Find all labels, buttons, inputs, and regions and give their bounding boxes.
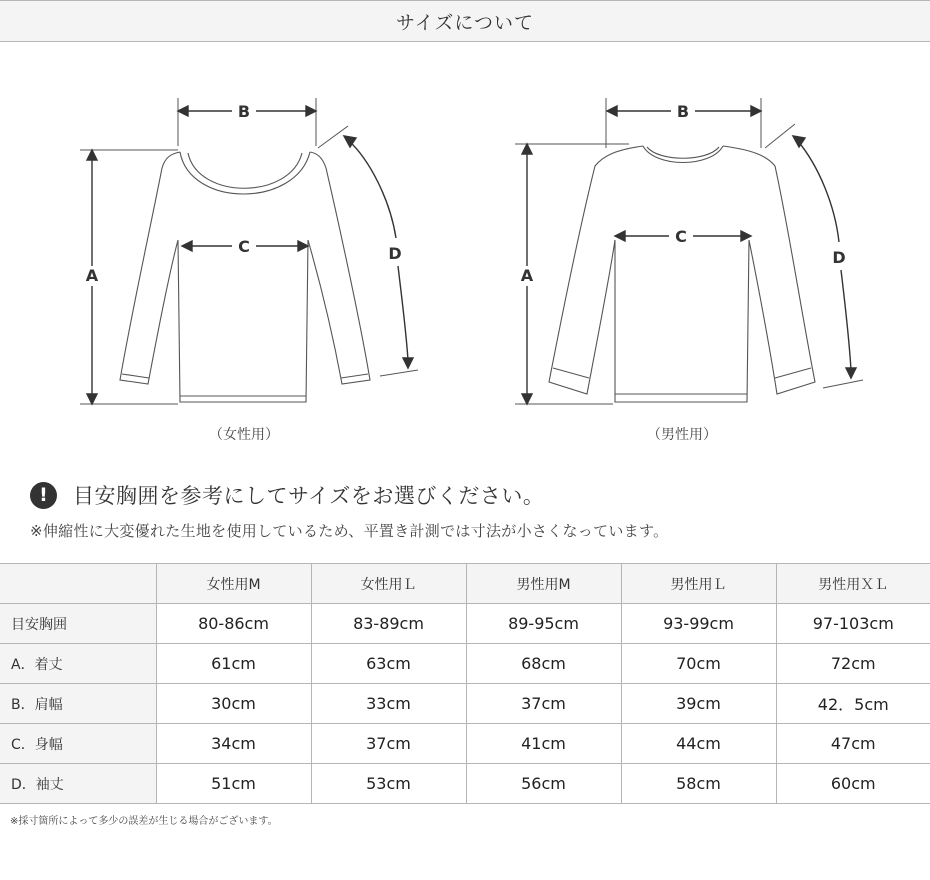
womens-label-b: B xyxy=(237,102,251,121)
table-cell: 44cm xyxy=(621,724,776,764)
table-row xyxy=(0,644,930,684)
table-cell: 60cm xyxy=(776,764,930,804)
row-label: D．袖丈 xyxy=(0,764,156,804)
row-label: A．着丈 xyxy=(0,644,156,684)
column-header: 男性用Ｌ xyxy=(621,564,776,604)
mens-label-d: D xyxy=(832,248,846,267)
column-header: 男性用M xyxy=(466,564,621,604)
mens-shirt-illustration xyxy=(505,90,875,420)
mens-label-b: B xyxy=(676,102,690,121)
table-cell: 83-89cm xyxy=(311,604,466,644)
table-cell: 61cm xyxy=(156,644,311,684)
table-row xyxy=(0,684,930,724)
table-row xyxy=(0,724,930,764)
womens-label-c: C xyxy=(238,237,250,256)
row-label: 目安胸囲 xyxy=(0,604,156,644)
mens-caption: （男性用） xyxy=(647,427,717,443)
womens-shirt-illustration xyxy=(70,90,430,420)
table-cell: 63cm xyxy=(311,644,466,684)
table-cell: 72cm xyxy=(776,644,930,684)
column-header: 女性用M xyxy=(156,564,311,604)
mens-shirt-diagram xyxy=(505,90,875,420)
page-title: サイズについて xyxy=(395,11,535,34)
table-header-row xyxy=(0,564,930,604)
sizing-notice xyxy=(30,480,544,510)
table-row xyxy=(0,764,930,804)
table-cell: 70cm xyxy=(621,644,776,684)
womens-shirt-diagram xyxy=(70,90,430,420)
table-cell: 97-103cm xyxy=(776,604,930,644)
table-cell: 42．5cm xyxy=(776,684,930,724)
row-label: C．身幅 xyxy=(0,724,156,764)
notice-heading: 目安胸囲を参考にしてサイズをお選びください。 xyxy=(73,484,545,508)
table-cell: 37cm xyxy=(466,684,621,724)
size-table xyxy=(0,563,930,804)
womens-label-d: D xyxy=(388,244,402,263)
table-cell: 33cm xyxy=(311,684,466,724)
table-cell: 80-86cm xyxy=(156,604,311,644)
table-cell: 41cm xyxy=(466,724,621,764)
table-row xyxy=(0,604,930,644)
exclamation-icon: ! xyxy=(30,482,57,509)
womens-label-a: A xyxy=(85,266,99,285)
womens-caption: （女性用） xyxy=(209,427,279,443)
mens-label-a: A xyxy=(520,266,534,285)
page-title-bar xyxy=(0,0,930,42)
column-header: 女性用Ｌ xyxy=(311,564,466,604)
table-cell: 68cm xyxy=(466,644,621,684)
mens-label-c: C xyxy=(675,227,687,246)
table-cell: 34cm xyxy=(156,724,311,764)
table-cell: 53cm xyxy=(311,764,466,804)
table-cell: 58cm xyxy=(621,764,776,804)
footnote: ※採寸箇所によって多少の誤差が生じる場合がございます。 xyxy=(10,816,278,827)
column-header: 男性用ＸＬ xyxy=(776,564,930,604)
table-corner-cell xyxy=(0,564,156,604)
table-cell: 56cm xyxy=(466,764,621,804)
notice-subnote: ※伸縮性に大変優れた生地を使用しているため、平置き計測では寸法が小さくなっています。 xyxy=(30,522,669,540)
row-label: B．肩幅 xyxy=(0,684,156,724)
table-cell: 30cm xyxy=(156,684,311,724)
table-cell: 93-99cm xyxy=(621,604,776,644)
table-cell: 37cm xyxy=(311,724,466,764)
table-cell: 39cm xyxy=(621,684,776,724)
table-cell: 51cm xyxy=(156,764,311,804)
table-cell: 89-95cm xyxy=(466,604,621,644)
table-cell: 47cm xyxy=(776,724,930,764)
